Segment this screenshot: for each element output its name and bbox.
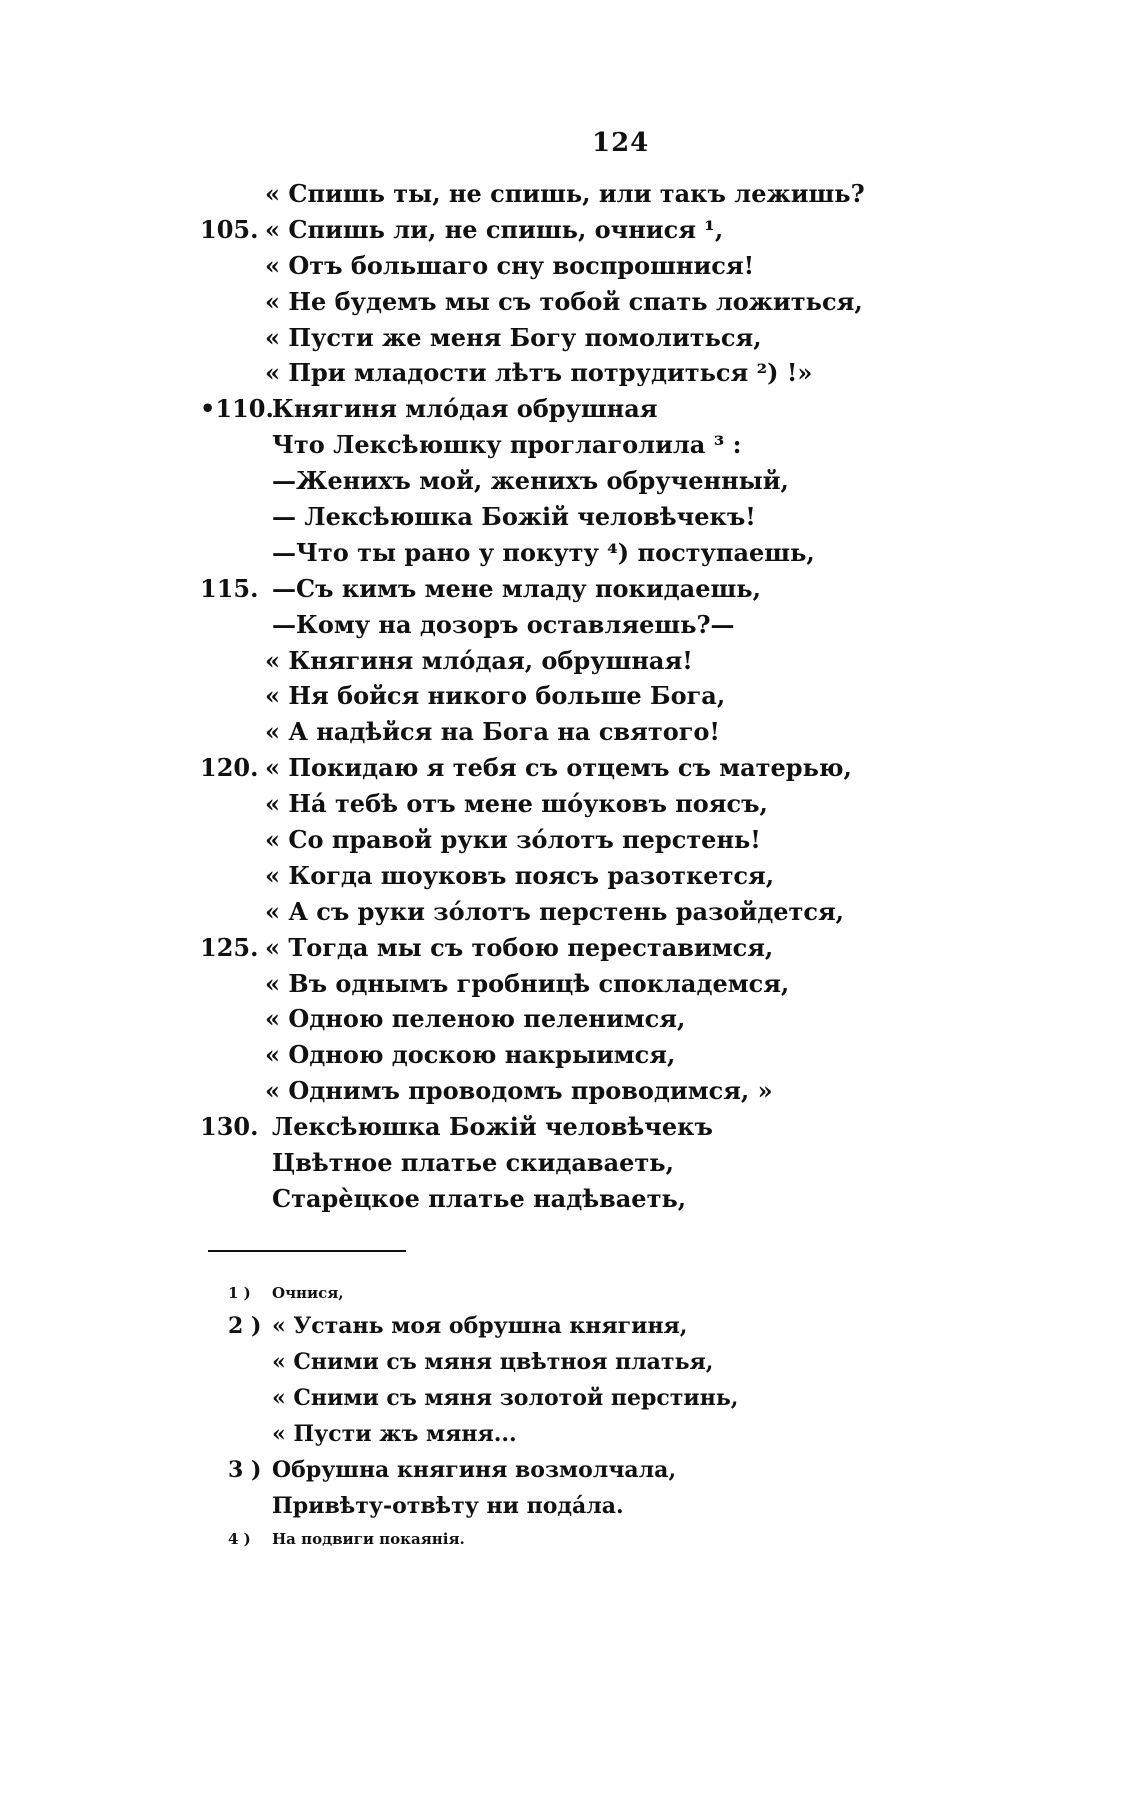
verse-text: Цвѣтное платье скидаваеть, [272,1148,674,1178]
verse-text: —Кому на дозоръ оставляешь?— [272,609,735,639]
verse-line [0,499,1140,535]
verse-line [0,750,1140,786]
verse-line [0,176,1140,212]
page-number: 124 [592,128,650,158]
verse-line [0,1073,1140,1109]
verse-line [0,643,1140,679]
verse-text: « Ня бойся никого больше Бога, [265,681,726,711]
verse-line [0,1181,1140,1217]
verse-text: « Спишь ли, не спишь, очнися ¹, [265,214,724,244]
verse-line [0,930,1140,966]
verse-block [0,176,1140,1217]
verse-text: « Одною пеленою пеленимся, [265,1004,686,1034]
footnote-line [0,1452,1140,1488]
verse-text: « При младости лѣтъ потрудиться ²) !» [265,358,813,388]
footnote-line [0,1344,1140,1380]
verse-line [0,1001,1140,1037]
footnote-text: Привѣту-отвѣту ни пода́ла. [272,1493,624,1519]
verse-line [0,427,1140,463]
verse-line [0,714,1140,750]
verse-line [0,1145,1140,1181]
verse-number: 105. [200,214,259,244]
footnote-line [0,1278,1140,1308]
footnote-number: 3 ) [228,1457,262,1483]
verse-line [0,1037,1140,1073]
verse-text: « А съ руки зóлотъ перстень разойдется, [265,896,845,926]
verse-line [0,786,1140,822]
verse-text: Княгиня млóдая обрушная [272,394,658,424]
verse-text: « Тогда мы съ тобою переставимся, [265,932,774,962]
footnote-text: « Пусти жъ мяня... [272,1421,517,1447]
verse-number: 125. [200,932,259,962]
verse-line [0,822,1140,858]
verse-line [0,607,1140,643]
verse-text: « Княгиня млóдая, обрушная! [265,645,693,675]
verse-line [0,248,1140,284]
verse-number: 115. [200,573,259,603]
verse-text: Лексѣюшка Божій человѣчекъ [272,1112,713,1142]
verse-text: « Отъ большаго сну воспрошнися! [265,250,755,280]
footnote-text: « Сними съ мяня цвѣтноя платья, [272,1349,714,1375]
verse-text: « Когда шоуковъ поясъ разоткется, [265,860,775,890]
footnotes-block [0,1278,1140,1554]
verse-text: « А надѣйся на Бога на святого! [265,717,720,747]
verse-line [0,320,1140,356]
footnote-text: На подвиги покаянія. [272,1530,465,1548]
footnote-number: 4 ) [228,1530,251,1548]
verse-number: 120. [200,753,259,783]
verse-text: « Со правой руки зóлотъ перстень! [265,825,761,855]
verse-line [0,212,1140,248]
footnote-line [0,1308,1140,1344]
verse-number: •110. [200,394,274,424]
footnote-line [0,1524,1140,1554]
verse-text: « Спишь ты, не спишь, или такъ лежишь? [265,179,865,208]
verse-text: « Въ однымъ гробницѣ спокладемся, [265,968,790,998]
verse-text: —Женихъ мой, женихъ обрученный, [272,466,789,496]
verse-line [0,391,1140,427]
verse-line [0,966,1140,1002]
footnote-text: Обрушна княгиня возмолчала, [272,1457,677,1483]
verse-number: 130. [200,1112,259,1142]
footnote-text: Очнися, [272,1284,344,1302]
footnote-line [0,1380,1140,1416]
verse-line [0,355,1140,391]
verse-text: Что Лексѣюшку проглаголила ³ : [272,430,742,460]
verse-text: — Лексѣюшка Божій человѣчекъ! [272,502,756,532]
footnote-number: 1 ) [228,1284,251,1302]
verse-line [0,894,1140,930]
verse-line [0,535,1140,571]
footnote-text: « Устань моя обрушна княгиня, [272,1313,688,1339]
verse-line [0,463,1140,499]
verse-line [0,678,1140,714]
verse-text: « Не будемъ мы съ тобой спать ложиться, [265,286,863,316]
verse-text: « Пусти же меня Богу помолиться, [265,322,762,352]
footnote-number: 2 ) [228,1313,262,1339]
verse-text: « Однимъ проводомъ проводимся, » [265,1076,773,1106]
verse-text: Старѐцкое платье надѣваеть, [272,1183,687,1213]
verse-text: —Что ты рано у покуту ⁴) поступаешь, [272,537,815,567]
verse-text: « Покидаю я тебя съ отцемъ съ матерью, [265,753,852,783]
footnote-divider [208,1250,406,1252]
footnote-line [0,1416,1140,1452]
verse-line [0,1109,1140,1145]
verse-text: « Одною доскою накрыимся, [265,1040,676,1070]
verse-text: —Съ кимъ мене младу покидаешь, [272,573,761,603]
footnote-text: « Сними съ мяня золотой перстинь, [272,1385,739,1411]
verse-text: « На́ тебѣ отъ мене шóуковъ поясъ, [265,789,768,819]
verse-line [0,284,1140,320]
verse-line [0,858,1140,894]
footnote-line [0,1488,1140,1524]
verse-line [0,571,1140,607]
